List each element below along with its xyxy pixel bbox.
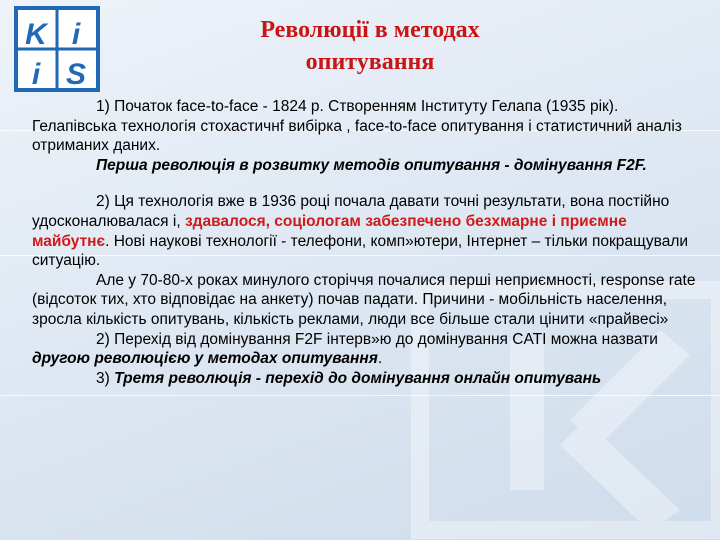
title-line-1: Революції в методах [260, 17, 480, 43]
kis-logo [14, 6, 100, 92]
paragraph-5 [32, 369, 702, 389]
paragraph-4-bold: другою революцією у методах опитування [32, 350, 378, 368]
paragraph-gap [32, 175, 702, 192]
paragraph-5-start: 3) [96, 369, 115, 387]
paragraph-5-bold: Третя революція - перехід до домінування онлайн опитувань [114, 369, 602, 387]
paragraph-2-start: 2) Ця технологія вже в 1936 році почала давати точні результати, вона постійно удосконалювалася і, [32, 193, 670, 230]
paragraph-1 [32, 97, 702, 156]
paragraph-2 [32, 192, 702, 270]
paragraph-4 [32, 330, 702, 369]
paragraph-4-start: 2) Перехід від домінування F2F інтерв»ю до домінування CATI можна назвати [96, 330, 658, 348]
paragraph-4-end: . [377, 350, 383, 368]
svg-text:i: i [71, 18, 81, 51]
svg-text:S: S [65, 58, 87, 91]
paragraph-2-highlight: здавалося, соціологам забезпечено безхмарне і приємне майбутнє [32, 212, 627, 250]
slide-title [160, 14, 580, 78]
title-line-2: опитування [305, 49, 435, 75]
paragraph-3: Але у 70-80-х роках минулого сторіччя почалися перші неприємності, response rate (відсоток тих, хто відповідає на анкету) почав падати. Причини - мобільність населення, зросла кількість опитувань, кількість реклами, люди все більше стали цінити «прайвесі» [32, 271, 696, 328]
slide-body [32, 97, 702, 388]
svg-text:K: K [25, 18, 47, 51]
svg-text:i: i [31, 58, 41, 91]
paragraph-1-conclusion: Перша революція в розвитку методів опитування - домінування F2F. [96, 156, 647, 174]
paragraph-2-end: . Нові наукові технології - телефони, комп»ютери, Інтернет – тільки покращували ситуацію. [32, 232, 689, 270]
paragraph-1-text: 1) Початок face-to-face - 1824 р. Створенням Інституту Гелапа (1935 рік). Гелапівська технологія стохастичнf вибірка , face-to-face опитування і статистичний аналіз отриманих даних. [32, 98, 682, 155]
